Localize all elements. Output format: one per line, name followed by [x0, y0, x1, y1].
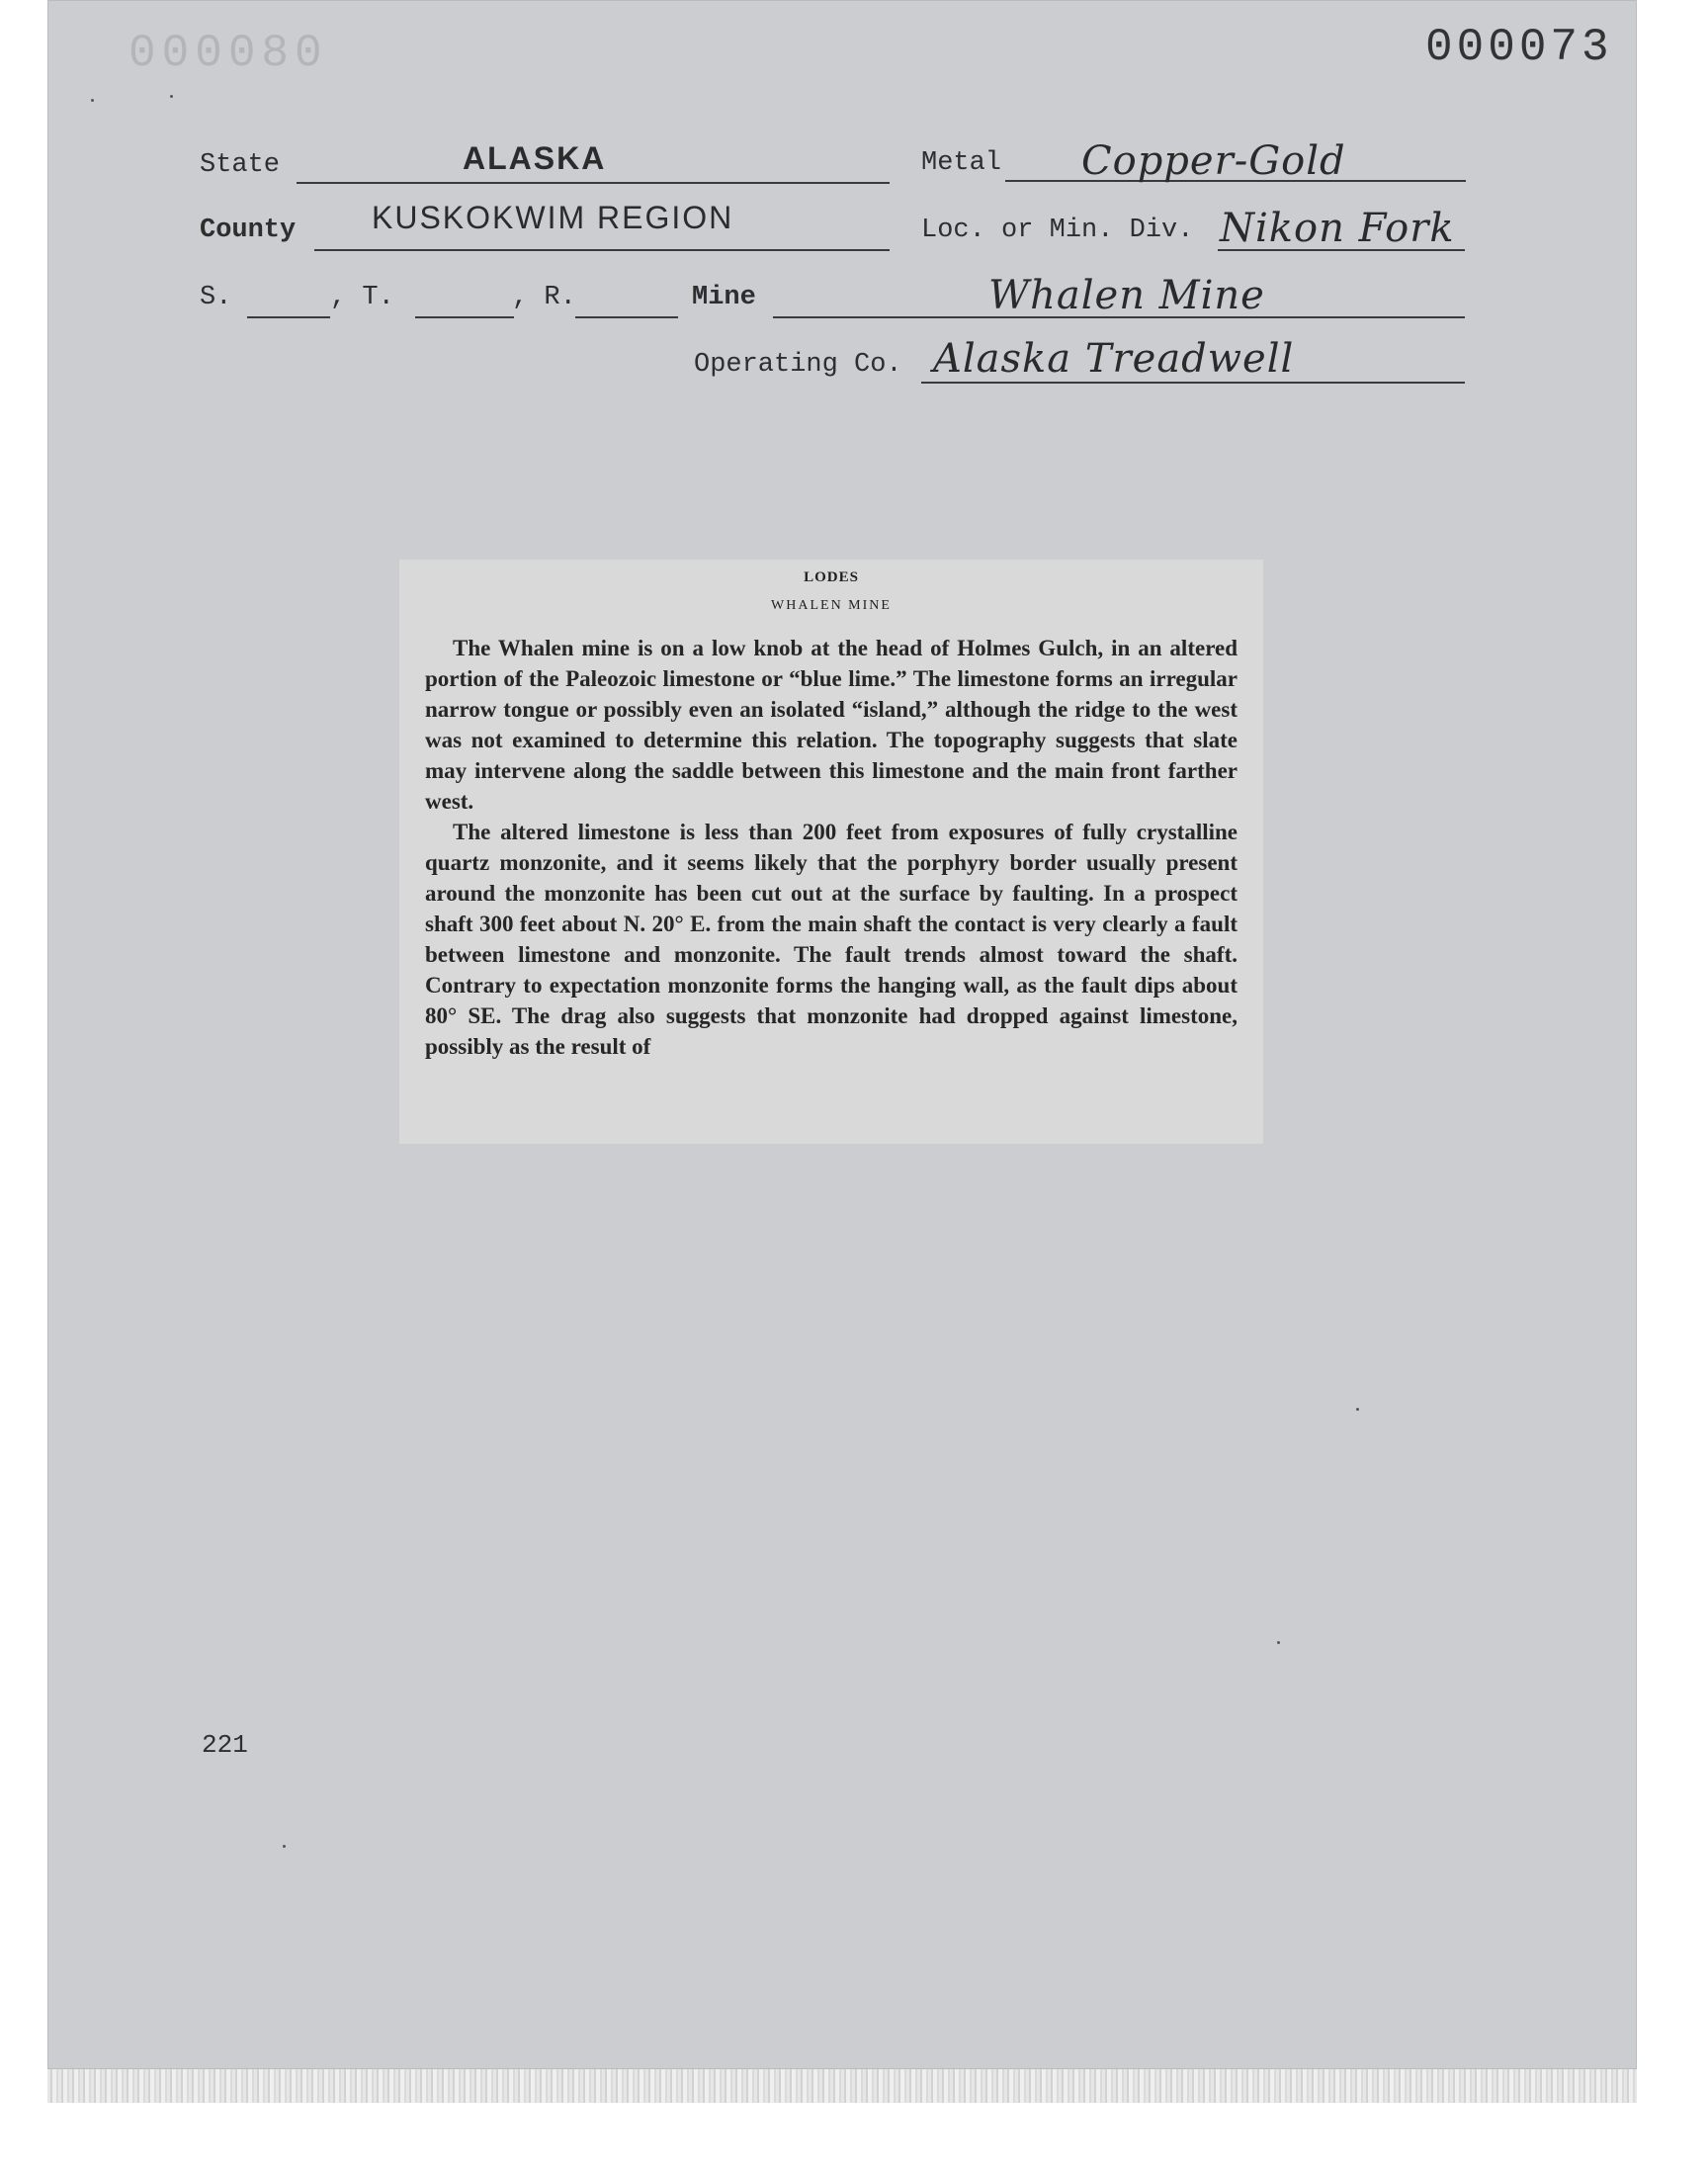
clipping-paragraph: The altered limestone is less than 200 feet from exposures of fully crystalline quartz monzonite, and it seems likely that the porphyry border usually present around the monzonite has been cut out at the surface by faulting. In a prospect shaft 300 feet about N. 20° E. from the main shaft the contact is very clearly a fault between limestone and monzonite. The fault trends almost toward the shaft. Contrary to expectation monzonite forms the hanging wall, as the fault dips about 80° SE. The drag also suggests that monzonite had dropped against limestone, possibly as the result of [425, 820, 1238, 1059]
mine-label: Mine [692, 283, 756, 312]
scan-speck [170, 95, 173, 98]
pasted-clipping [399, 560, 1263, 1144]
clipping-paragraph: The Whalen mine is on a low knob at the head of Holmes Gulch, in an altered portion of the Paleozoic limestone or “blue lime.” The limestone forms an irregular narrow tongue or possibly even an isolated “island,” although the ridge to the west was not examined to determine this relation. The topography suggests that slate may intervene along the saddle between this limestone and the main front farther west. [425, 636, 1238, 814]
scan-edge-strip [47, 2069, 1637, 2103]
section-label: S. [200, 283, 232, 312]
scan-speck [91, 99, 94, 102]
loc-label: Loc. or Min. Div. [921, 216, 1194, 245]
operating-co-label: Operating Co. [694, 350, 902, 380]
state-label: State [200, 150, 281, 180]
metal-label: Metal [921, 148, 1002, 178]
state-line [297, 182, 890, 184]
page-number: 221 [202, 1730, 248, 1760]
metal-value: Copper-Gold [1081, 138, 1346, 184]
scan-speck [283, 1845, 286, 1848]
operating-co-line [921, 382, 1465, 384]
county-label: County [200, 216, 297, 245]
section-line [247, 316, 330, 318]
township-label: , T. [330, 283, 394, 312]
township-line [415, 316, 514, 318]
card-number: 000073 [1425, 22, 1613, 73]
state-value: ALASKA [463, 140, 607, 176]
loc-value: Nikon Fork [1220, 206, 1455, 251]
scan-speck [1356, 1408, 1359, 1411]
county-value: KUSKOKWIM REGION [372, 200, 734, 235]
range-line [575, 316, 678, 318]
clipping-heading: LODES [804, 569, 859, 585]
clipping-subheading: WHALEN MINE [771, 598, 892, 613]
county-line [314, 249, 890, 251]
faded-card-number: 000080 [128, 28, 328, 79]
scan-speck [1277, 1641, 1280, 1644]
mine-value: Whalen Mine [988, 273, 1265, 318]
range-label: , R. [512, 283, 576, 312]
operating-co-value: Alaska Treadwell [933, 336, 1295, 382]
